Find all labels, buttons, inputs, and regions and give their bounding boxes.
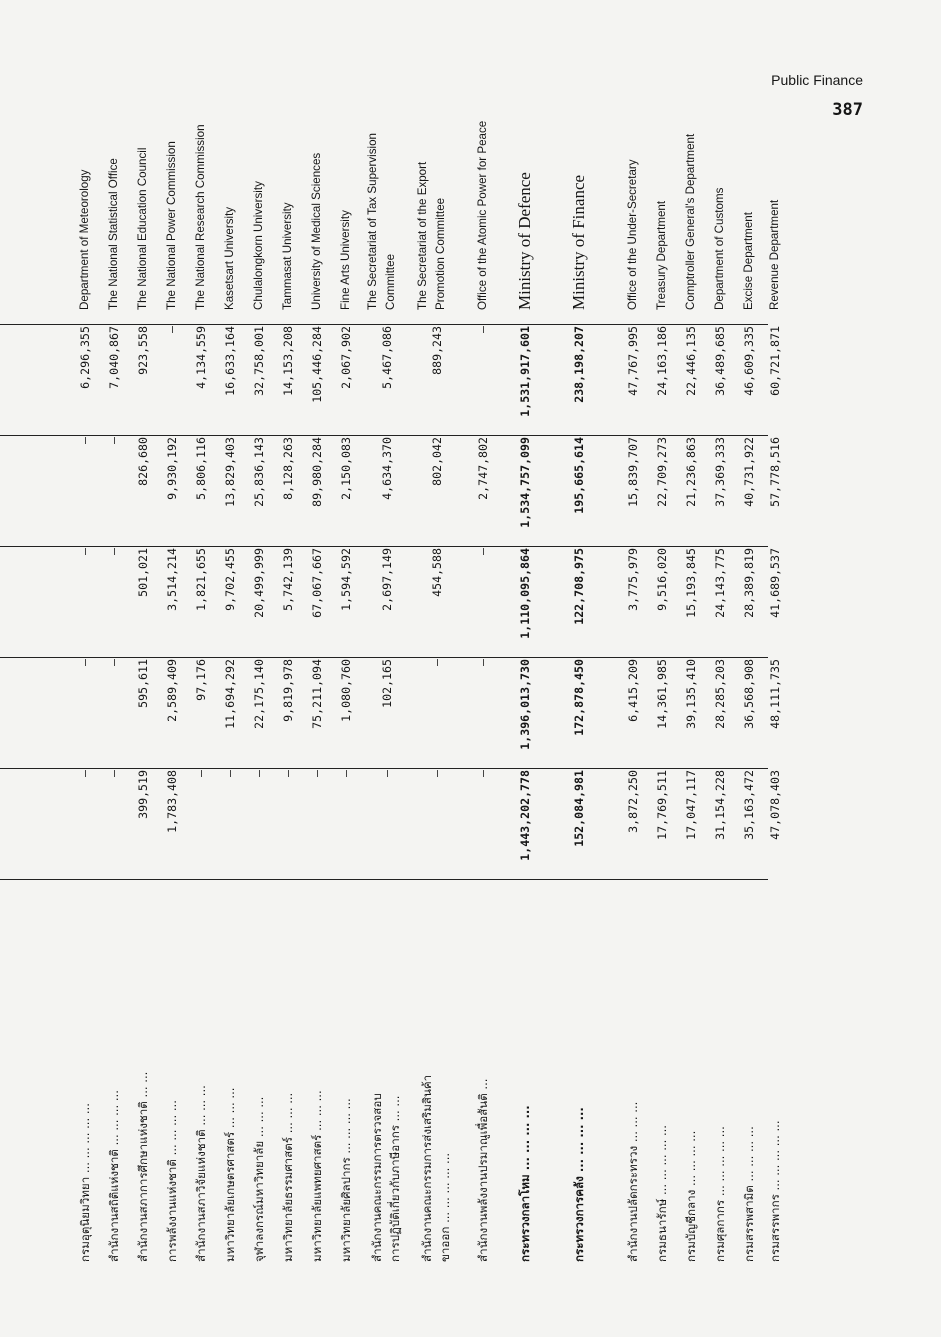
value-cell: 1,821,655: [194, 548, 208, 611]
value-cell: 102,165: [380, 659, 394, 708]
value-cell: 46,609,335: [742, 326, 756, 396]
thai-label-line2: ขาออก ... ... ... ... ...: [438, 1152, 452, 1262]
value-cell: 2,589,409: [165, 659, 179, 722]
budget-table: [0, 120, 790, 1270]
english-label: The National Statistical Office: [107, 158, 120, 310]
value-cell: 1,396,013,730: [518, 659, 532, 750]
value-cell: 172,878,450: [572, 659, 586, 736]
english-label: Ministry of Defence: [515, 172, 534, 310]
english-label: Department of Meteorology: [78, 169, 91, 310]
value-cell: 2,150,083: [339, 437, 353, 500]
english-label: Kasetsart University: [223, 206, 236, 310]
value-cell: 8,128,263: [281, 437, 295, 500]
value-cell: 20,499,999: [252, 548, 266, 618]
value-cell: —: [107, 437, 121, 444]
value-cell: 11,694,292: [223, 659, 237, 729]
value-cell: 25,836,143: [252, 437, 266, 507]
value-cell: —: [107, 548, 121, 555]
thai-label-line1: สำนักงานคณะกรรมการส่งเสริมสินค้า: [420, 1074, 434, 1262]
table-row-ministry-finance: [566, 140, 592, 1270]
english-label: Fine Arts University: [339, 210, 352, 310]
running-head: Public Finance: [771, 72, 863, 88]
value-cell: —: [252, 770, 266, 777]
table-row: [707, 140, 733, 1270]
value-cell: 15,839,707: [626, 437, 640, 507]
table-row-tax-supervision: [364, 132, 410, 1270]
thai-label: มหาวิทยาลัยเกษตรศาสตร์ ... ... ...: [223, 1087, 237, 1262]
thai-label: สำนักงานพลังงานปรมาณูเพื่อสันติ ...: [476, 1078, 490, 1262]
english-label: Revenue Department: [768, 199, 781, 310]
value-cell: 9,702,455: [223, 548, 237, 611]
table-row: [304, 140, 330, 1270]
value-cell: 1,534,757,099: [518, 437, 532, 528]
value-cell: —: [78, 437, 92, 444]
value-cell: 238,198,207: [572, 326, 586, 403]
value-cell: 35,163,472: [742, 770, 756, 840]
value-cell: 2,747,802: [476, 437, 490, 500]
value-cell: 1,594,592: [339, 548, 353, 611]
value-cell: 24,143,775: [713, 548, 727, 618]
value-cell: 22,446,135: [684, 326, 698, 396]
table-row: [736, 140, 762, 1270]
thai-label: สำนักงานสภาวิจัยแห่งชาติ ... ... ...: [194, 1085, 208, 1262]
value-cell: 454,588: [430, 548, 444, 597]
thai-label: สำนักงานปลัดกระทรวง ... ... ...: [626, 1101, 640, 1262]
english-label: Office of the Atomic Power for Peace: [476, 120, 489, 310]
value-cell: —: [476, 659, 490, 666]
value-cell: 501,021: [136, 548, 150, 597]
value-cell: 9,819,978: [281, 659, 295, 722]
value-cell: 152,084,981: [572, 770, 586, 847]
english-label: The National Education Council: [136, 147, 149, 310]
value-cell: —: [476, 548, 490, 555]
value-cell: 1,531,917,601: [518, 326, 532, 417]
value-cell: —: [339, 770, 353, 777]
english-label: Tammasat University: [281, 202, 294, 310]
value-cell: 28,389,819: [742, 548, 756, 618]
table-row: [275, 140, 301, 1270]
value-cell: 399,519: [136, 770, 150, 819]
value-cell: 89,980,284: [310, 437, 324, 507]
table-row-atomic-power: [470, 120, 496, 1270]
value-cell: 6,296,355: [78, 326, 92, 389]
table-row: [72, 140, 98, 1270]
thai-label: มหาวิทยาลัยธรรมศาสตร์ ... ... ...: [281, 1092, 295, 1262]
value-cell: —: [380, 770, 394, 777]
thai-label: จุฬาลงกรณ์มหาวิทยาลัย ... ... ...: [252, 1096, 266, 1262]
value-cell: 9,930,192: [165, 437, 179, 500]
value-cell: 67,067,667: [310, 548, 324, 618]
value-cell: 40,731,922: [742, 437, 756, 507]
value-cell: 47,078,403: [768, 770, 782, 840]
value-cell: 7,040,867: [107, 326, 121, 389]
value-cell: 802,042: [430, 437, 444, 486]
thai-label: มหาวิทยาลัยแพทยศาสตร์ ... ... ...: [310, 1090, 324, 1262]
value-cell: 9,516,020: [655, 548, 669, 611]
value-cell: 1,080,760: [339, 659, 353, 722]
value-cell: 32,758,001: [252, 326, 266, 396]
value-cell: —: [165, 326, 179, 333]
value-cell: 57,778,516: [768, 437, 782, 507]
value-cell: —: [107, 659, 121, 666]
english-label-line2: Committee: [384, 253, 397, 310]
value-cell: 97,176: [194, 659, 208, 701]
english-label: Excise Department: [742, 212, 755, 310]
value-cell: 47,767,995: [626, 326, 640, 396]
value-cell: 105,446,284: [310, 326, 324, 403]
table-row: [101, 140, 127, 1270]
value-cell: 22,709,273: [655, 437, 669, 507]
value-cell: 41,689,537: [768, 548, 782, 618]
value-cell: 195,665,614: [572, 437, 586, 514]
thai-label: การพลังงานแห่งชาติ ... ... ... ...: [165, 1100, 179, 1262]
value-cell: 14,361,985: [655, 659, 669, 729]
english-label: The National Research Commission: [194, 124, 207, 310]
value-cell: 3,514,214: [165, 548, 179, 611]
value-cell: —: [430, 659, 444, 666]
value-cell: 4,634,370: [380, 437, 394, 500]
value-cell: 1,443,202,778: [518, 770, 532, 861]
english-label: Chulalongkorn University: [252, 181, 265, 310]
thai-label: มหาวิทยาลัยศิลปากร ... ... ... ...: [339, 1098, 353, 1262]
value-cell: —: [194, 770, 208, 777]
value-cell: 31,154,228: [713, 770, 727, 840]
table-row-ministry-defence: [512, 140, 538, 1270]
thai-label: กรมสรรพสามิต ... ... ... ...: [742, 1126, 756, 1262]
page-number: 387: [832, 100, 863, 120]
value-cell: 17,769,511: [655, 770, 669, 840]
table-row: [188, 124, 214, 1270]
english-label: Treasury Department: [655, 200, 668, 310]
value-cell: 826,680: [136, 437, 150, 486]
value-cell: —: [310, 770, 324, 777]
thai-label: กรมบัญชีกลาง ... ... ... ...: [684, 1130, 698, 1262]
value-cell: 24,163,186: [655, 326, 669, 396]
value-cell: —: [78, 659, 92, 666]
thai-label: กรมศุลกากร ... ... ... ... ...: [713, 1126, 727, 1262]
english-label-line1: The Secretariat of Tax Supervision: [366, 132, 379, 310]
value-cell: —: [223, 770, 237, 777]
english-label: Department of Customs: [713, 187, 726, 310]
table-row: [333, 140, 359, 1270]
english-label: Comptroller General's Department: [684, 133, 697, 310]
table-row: [762, 140, 788, 1270]
thai-label: กรมสรรพากร ... ... ... ... ...: [768, 1120, 782, 1262]
value-cell: 60,721,871: [768, 326, 782, 396]
table-row: [217, 140, 243, 1270]
table-row: [130, 140, 156, 1270]
value-cell: —: [78, 548, 92, 555]
value-cell: 122,708,975: [572, 548, 586, 625]
table-row: [159, 140, 185, 1270]
rotated-table: [0, 120, 790, 1270]
value-cell: —: [430, 770, 444, 777]
thai-label-line1: สำนักงานคณะกรรมการตรวจสอบ: [370, 1093, 384, 1262]
thai-label: กระทรวงการคลัง ... ... ... ...: [572, 1107, 586, 1262]
value-cell: 36,568,908: [742, 659, 756, 729]
thai-label: กระทรวงกลาโหม ... ... ... ...: [518, 1105, 532, 1262]
english-label-line2: Promotion Committee: [434, 197, 447, 310]
value-cell: 21,236,863: [684, 437, 698, 507]
value-cell: 5,806,116: [194, 437, 208, 500]
table-row-export-promotion: [414, 140, 460, 1270]
value-cell: —: [476, 326, 490, 333]
value-cell: 1,783,408: [165, 770, 179, 833]
value-cell: 48,111,735: [768, 659, 782, 729]
thai-label: กรมอุตุนิยมวิทยา ... ... ... ... ...: [78, 1103, 92, 1262]
thai-label-line2: การปฏิบัติเกี่ยวกับภาษีอากร ... ...: [388, 1095, 402, 1262]
value-cell: 75,211,094: [310, 659, 324, 729]
value-cell: 39,135,410: [684, 659, 698, 729]
value-cell: —: [107, 770, 121, 777]
table-row: [678, 133, 704, 1270]
value-cell: —: [78, 770, 92, 777]
table-row: [620, 140, 646, 1270]
value-cell: 3,872,250: [626, 770, 640, 833]
value-cell: 37,369,333: [713, 437, 727, 507]
value-cell: 889,243: [430, 326, 444, 375]
value-cell: 15,193,845: [684, 548, 698, 618]
value-cell: —: [476, 770, 490, 777]
table-row: [246, 140, 272, 1270]
value-cell: 923,558: [136, 326, 150, 375]
value-cell: 13,829,403: [223, 437, 237, 507]
table-row: [649, 140, 675, 1270]
value-cell: 2,067,902: [339, 326, 353, 389]
thai-label: สำนักงานสถิติแห่งชาติ ... ... ... ...: [107, 1090, 121, 1262]
english-label: University of Medical Sciences: [310, 152, 323, 310]
value-cell: —: [281, 770, 295, 777]
value-cell: 14,153,208: [281, 326, 295, 396]
value-cell: 4,134,559: [194, 326, 208, 389]
value-cell: 6,415,209: [626, 659, 640, 722]
value-cell: 1,110,095,864: [518, 548, 532, 639]
value-cell: 595,611: [136, 659, 150, 708]
value-cell: 17,047,117: [684, 770, 698, 840]
value-cell: 2,697,149: [380, 548, 394, 611]
value-cell: 22,175,140: [252, 659, 266, 729]
value-cell: 5,742,139: [281, 548, 295, 611]
english-label-line1: The Secretariat of the Export: [416, 161, 429, 310]
value-cell: 16,633,164: [223, 326, 237, 396]
english-label: Ministry of Finance: [569, 174, 588, 310]
thai-label: สำนักงานสภาการศึกษาแห่งชาติ ... ...: [136, 1071, 150, 1262]
english-label: The National Power Commission: [165, 141, 178, 310]
value-cell: 3,775,979: [626, 548, 640, 611]
thai-label: กรมธนารักษ์ ... ... ... ... ...: [655, 1125, 669, 1262]
value-cell: 28,285,203: [713, 659, 727, 729]
english-label: Office of the Under-Secretary: [626, 159, 639, 310]
value-cell: 36,489,685: [713, 326, 727, 396]
value-cell: 5,467,086: [380, 326, 394, 389]
